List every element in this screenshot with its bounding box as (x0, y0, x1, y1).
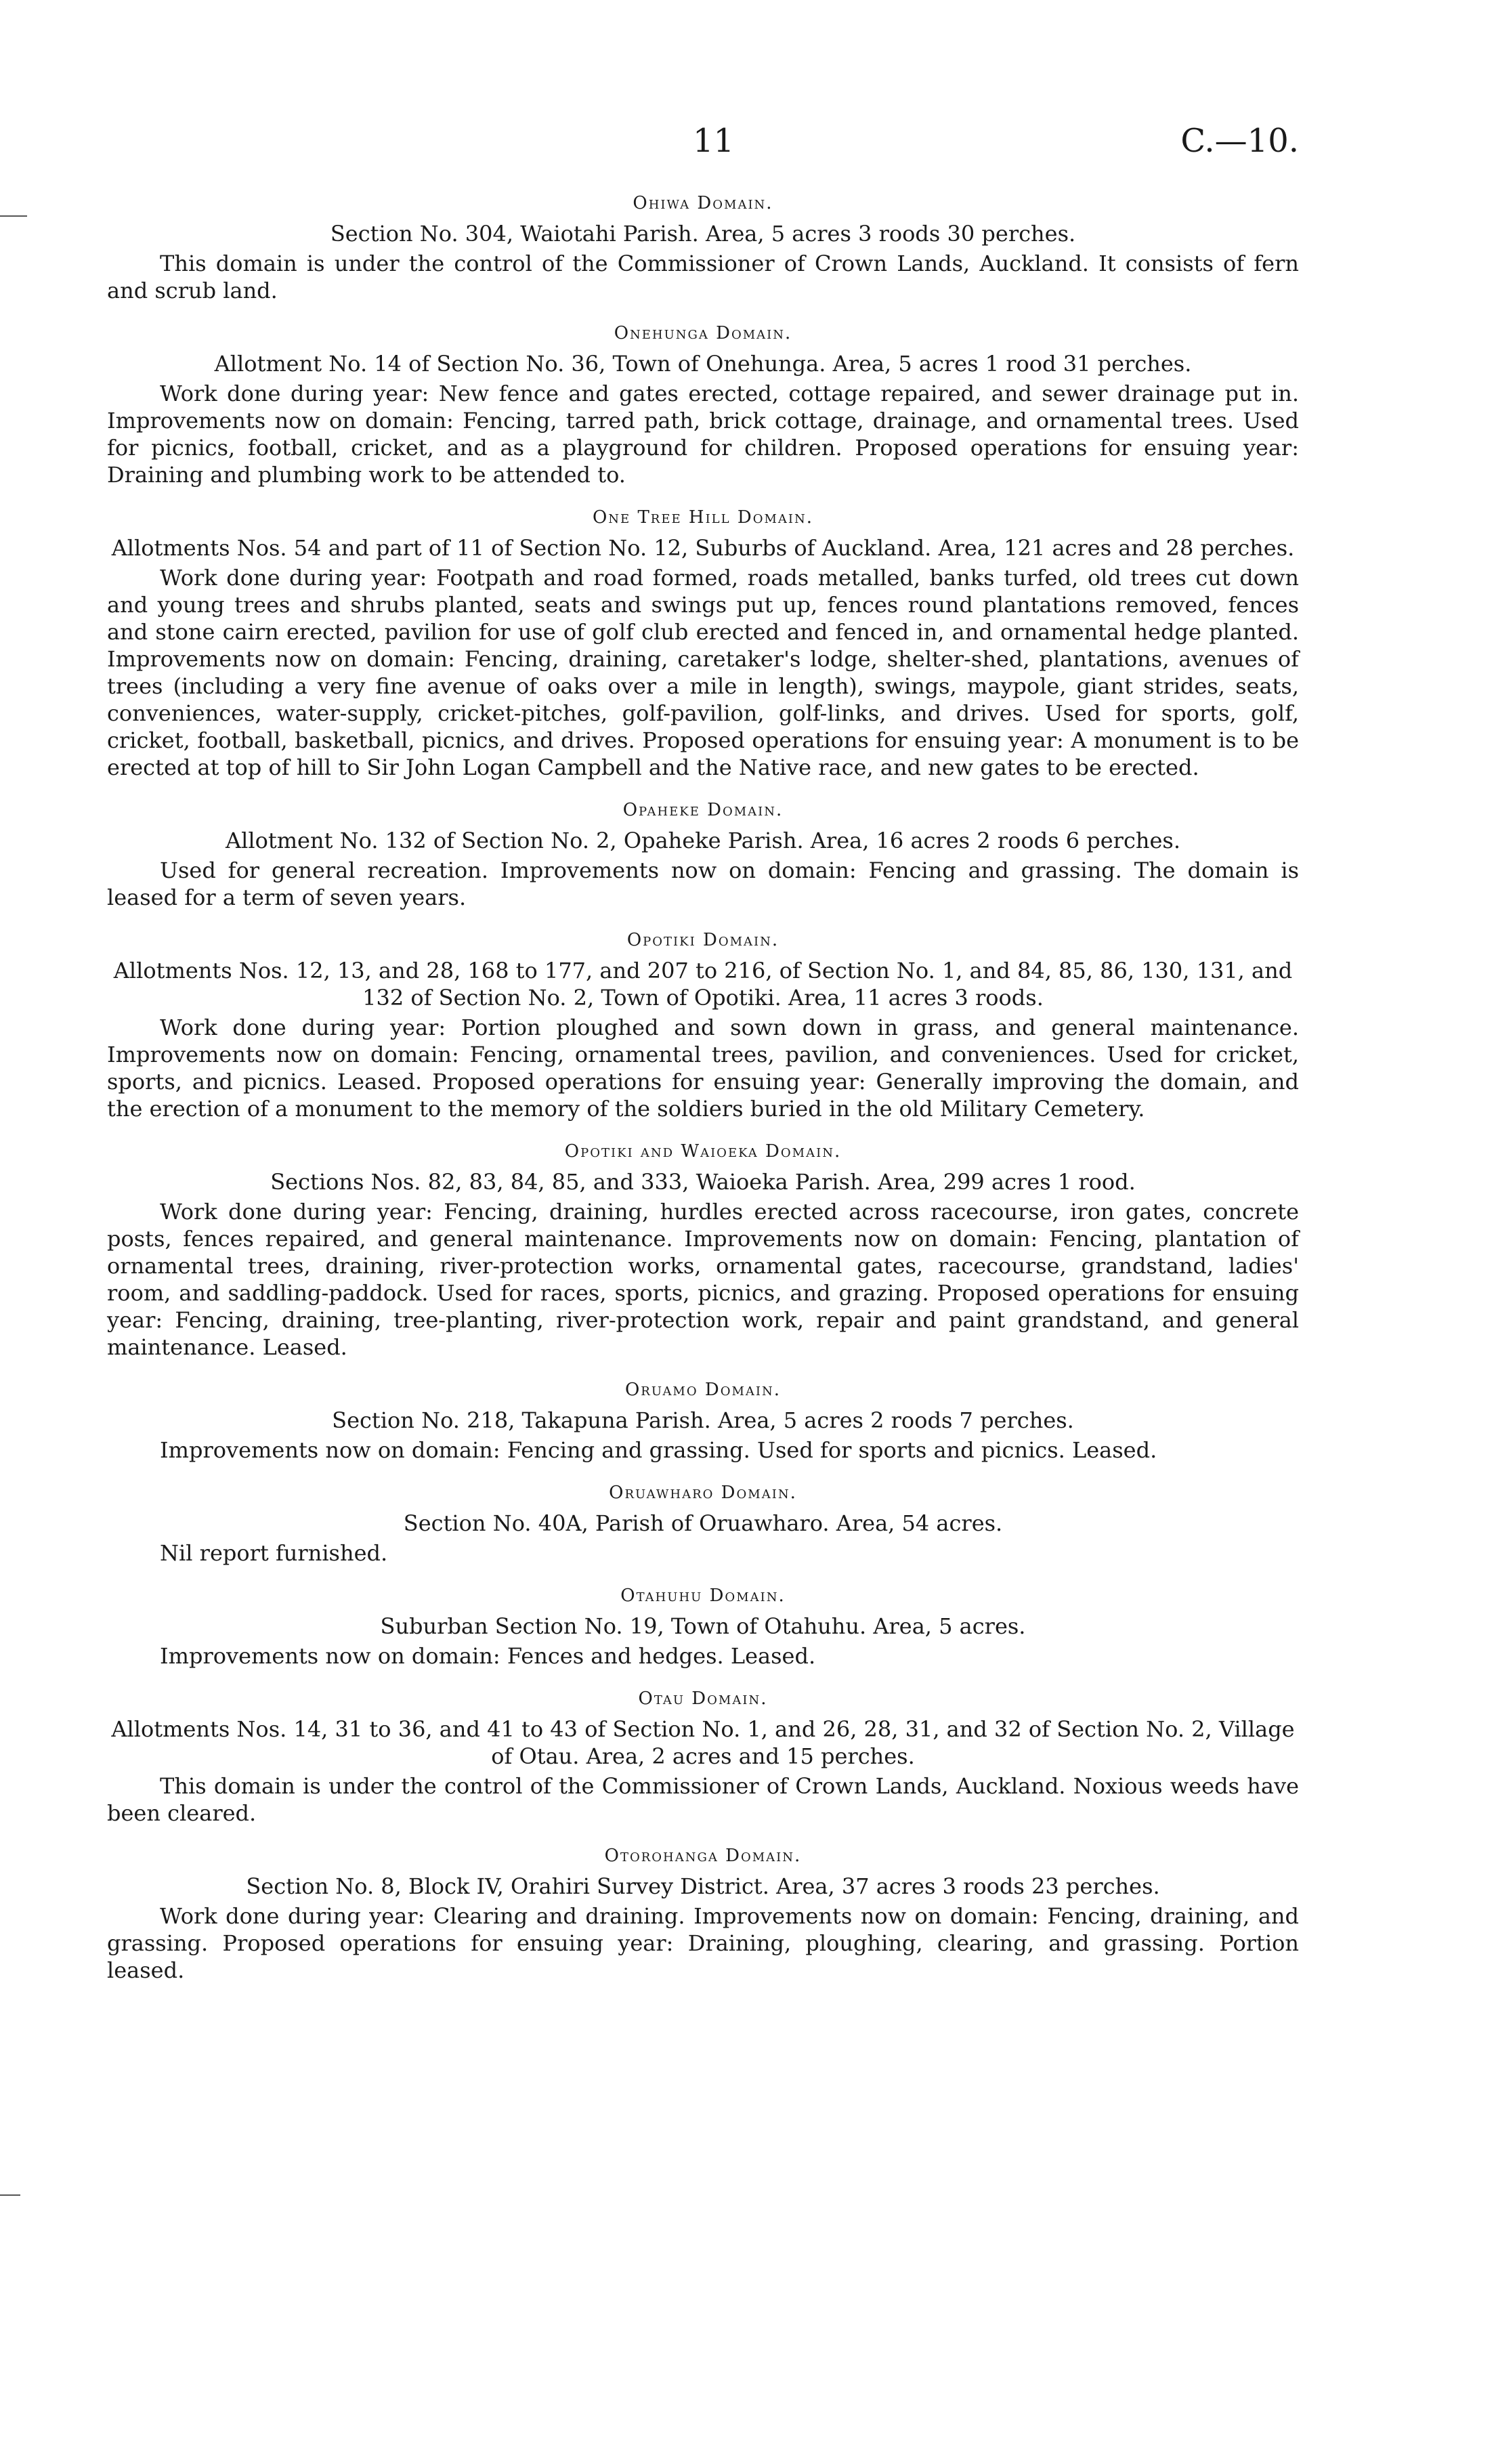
domain-section (107, 1846, 1299, 1984)
domain-section (107, 507, 1299, 781)
section-title: One Tree Hill Domain. (592, 507, 814, 528)
margin-mark (0, 215, 27, 217)
section-paragraph: Used for general recreation. Improvements now on domain: Fencing and grassing. The domain is leased for a term of seven years. (107, 857, 1299, 910)
section-title: Oruamo Domain. (624, 1380, 782, 1400)
section-description: Allotments Nos. 14, 31 to 36, and 41 to 43 of Section No. 1, and 26, 28, 31, and 32 of Section No. 2, Village of Otau. Area, 2 acres and 15 perches. (111, 1716, 1295, 1769)
section-description: Allotment No. 132 of Section No. 2, Opaheke Parish. Area, 16 acres 2 roods 6 perches. (225, 828, 1181, 853)
section-title: Otorohanga Domain. (604, 1846, 802, 1866)
section-title: Opotiki and Waioeka Domain. (564, 1141, 842, 1162)
section-paragraph: Work done during year: Footpath and road formed, roads metalled, banks turfed, old trees cut down and young trees and shrubs planted, seats and swings put up, fences round plantations removed, fences and stone cairn erected, pavilion for use of golf club erected and fenced in, and ornamental hedge planted. Improvements now on domain: Fencing, draining, caretaker's lodge, shelter-shed, plantations, avenues of trees (including a very fine avenue of oaks over a mile in length), swings, maypole, giant strides, seats, conveniences, water-supply, cricket-pitches, golf-pavilion, golf-links, and drives. Used for sports, golf, cricket, football, basketball, picnics, and drives. Proposed operations for ensuing year: A monument is to be erected at top of hill to Sir John Logan Campbell and the Native race, and new gates to be erected. (107, 565, 1299, 780)
section-paragraph: Work done during year: Clearing and draining. Improvements now on domain: Fencing, draining, and grassing. Proposed operations for ensuing year: Draining, ploughing, clearing, and grassing. Portion leased. (107, 1903, 1299, 1983)
section-paragraph: Improvements now on domain: Fences and hedges. Leased. (160, 1643, 816, 1669)
section-paragraph: Work done during year: Fencing, draining, hurdles erected across racecourse, iron gates, concrete posts, fences repaired, and general maintenance. Improvements now on domain: Fencing, plantation of ornamental trees, draining, river-protection works, ornamental gates, racecourse, grandstand, ladies' room, and saddling-paddock. Used for races, sports, picnics, and grazing. Proposed operations for ensuing year: Fencing, draining, tree-planting, river-protection work, repair and paint grandstand, and general maintenance. Leased. (107, 1199, 1299, 1360)
section-title: Otahuhu Domain. (620, 1586, 786, 1606)
domain-section (107, 1586, 1299, 1670)
section-paragraph: Work done during year: Portion ploughed and sown down in grass, and general maintenance. Improvements now on domain: Fencing, ornamental trees, pavilion, and conveniences. Used for cricket, sports, and picnics. Leased. Proposed operations for ensuing year: Generally improving the domain, and the erection of a monument to the memory of the soldiers buried in the old Military Cemetery. (107, 1015, 1299, 1122)
section-description: Section No. 218, Takapuna Parish. Area, 5 acres 2 roods 7 perches. (332, 1407, 1074, 1433)
domain-section (107, 1141, 1299, 1361)
section-title: Opaheke Domain. (622, 800, 784, 820)
section-title: Otau Domain. (638, 1688, 768, 1709)
domain-sections (107, 193, 1299, 2003)
margin-mark (0, 2194, 20, 2196)
section-title: Opotiki Domain. (626, 930, 779, 950)
page-number: 11 (693, 122, 735, 160)
section-description: Allotment No. 14 of Section No. 36, Town of Onehunga. Area, 5 acres 1 rood 31 perches. (214, 351, 1192, 377)
section-description: Allotments Nos. 54 and part of 11 of Section No. 12, Suburbs of Auckland. Area, 121 acres and 28 perches. (111, 535, 1295, 561)
section-description: Section No. 40A, Parish of Oruawharo. Area, 54 acres. (403, 1510, 1003, 1536)
section-title: Oruawharo Domain. (609, 1483, 797, 1503)
section-description: Sections Nos. 82, 83, 84, 85, and 333, Waioeka Parish. Area, 299 acres 1 rood. (270, 1169, 1136, 1195)
domain-section (107, 323, 1299, 488)
section-paragraph: Improvements now on domain: Fencing and grassing. Used for sports and picnics. Leased. (160, 1437, 1157, 1463)
section-paragraph: This domain is under the control of the Commissioner of Crown Lands, Auckland. Noxious weeds have been cleared. (107, 1773, 1299, 1826)
section-description: Section No. 8, Block IV, Orahiri Survey District. Area, 37 acres 3 roods 23 perches. (246, 1873, 1160, 1899)
section-paragraph: This domain is under the control of the Commissioner of Crown Lands, Auckland. It consists of fern and scrub land. (107, 251, 1299, 303)
domain-section (107, 800, 1299, 911)
document-reference: C.—10. (1180, 122, 1299, 160)
domain-section (107, 1688, 1299, 1827)
section-description: Suburban Section No. 19, Town of Otahuhu. Area, 5 acres. (380, 1613, 1026, 1639)
domain-section (107, 930, 1299, 1122)
section-title: Onehunga Domain. (614, 323, 792, 343)
section-title: Ohiwa Domain. (633, 193, 773, 213)
section-description: Section No. 304, Waiotahi Parish. Area, 5 acres 3 roods 30 perches. (330, 221, 1076, 247)
section-paragraph: Work done during year: New fence and gates erected, cottage repaired, and sewer drainage put in. Improvements now on domain: Fencing, tarred path, brick cottage, drainage, and ornamental trees. Used for picnics, football, cricket, and as a playground for children. Proposed operations for ensuing year: Draining and plumbing work to be attended to. (107, 381, 1299, 488)
domain-section (107, 193, 1299, 304)
domain-section (107, 1380, 1299, 1464)
section-paragraph: Nil report furnished. (160, 1540, 388, 1566)
page-header (107, 122, 1299, 163)
section-description: Allotments Nos. 12, 13, and 28, 168 to 177, and 207 to 216, of Section No. 1, and 84, 85, 86, 130, 131, and 132 of Section No. 2, Town of Opotiki. Area, 11 acres 3 roods. (113, 958, 1293, 1011)
domain-section (107, 1483, 1299, 1567)
